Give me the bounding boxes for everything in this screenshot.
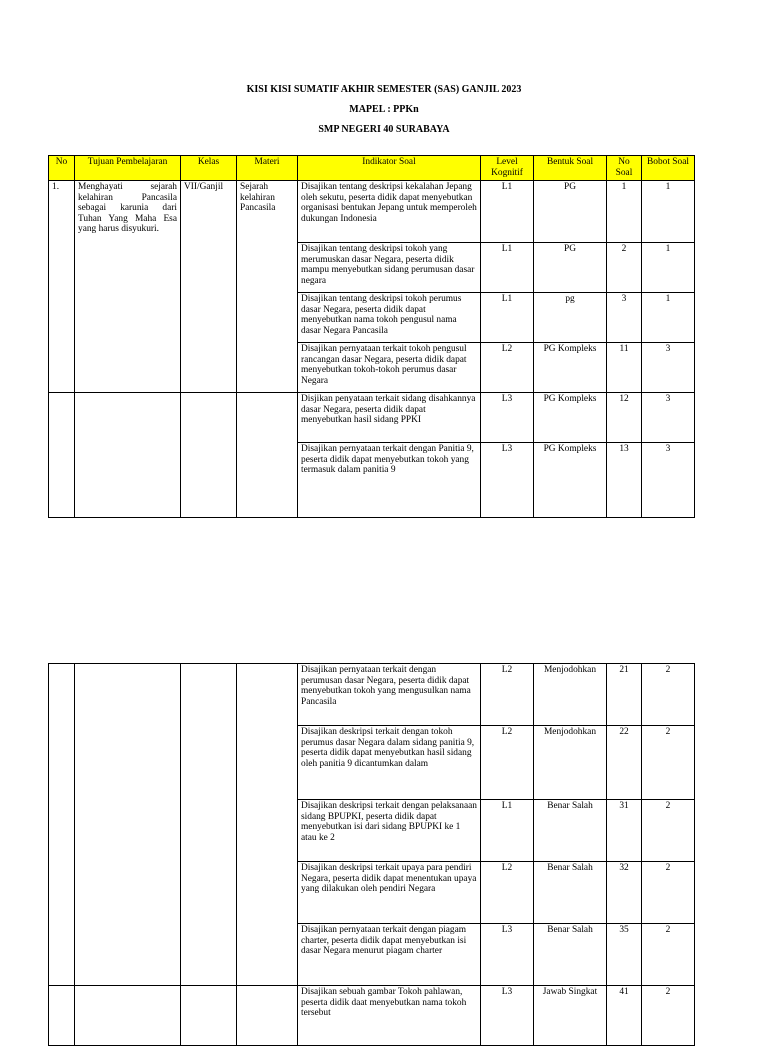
cell-kelas-empty (181, 664, 237, 986)
cell-bentuk: Benar Salah (534, 924, 607, 986)
col-header-no: No (49, 156, 75, 181)
cell-tujuan-empty (75, 393, 181, 518)
table-row (49, 664, 695, 726)
cell-no-soal: 13 (607, 443, 642, 518)
cell-bentuk: Jawab Singkat (534, 986, 607, 1046)
cell-tujuan-empty (75, 664, 181, 986)
cell-no-soal: 2 (607, 243, 642, 293)
cell-kelas: VII/Ganjil (181, 181, 237, 393)
cell-tujuan-empty (75, 986, 181, 1046)
cell-no-soal: 1 (607, 181, 642, 243)
cell-bobot: 2 (642, 800, 695, 862)
cell-bentuk: PG Kompleks (534, 443, 607, 518)
cell-bobot: 2 (642, 726, 695, 800)
cell-bentuk: Menjodohkan (534, 664, 607, 726)
cell-level: L3 (481, 986, 534, 1046)
cell-level: L1 (481, 243, 534, 293)
cell-no: 1. (49, 181, 75, 393)
table-row (49, 181, 695, 243)
cell-indikator: Disajikan pernyataan terkait dengan perumusan dasar Negara, peserta didik dapat menyebutkan tokoh yang mengusulkan nama Pancasila (298, 664, 481, 726)
table-header-row (49, 156, 695, 181)
cell-no-soal: 3 (607, 293, 642, 343)
cell-bentuk: PG (534, 243, 607, 293)
cell-no-soal: 21 (607, 664, 642, 726)
cell-no-soal: 41 (607, 986, 642, 1046)
cell-bobot: 3 (642, 393, 695, 443)
cell-level: L2 (481, 343, 534, 393)
cell-no-soal: 32 (607, 862, 642, 924)
table-row (49, 986, 695, 1046)
cell-no-soal: 11 (607, 343, 642, 393)
col-header-materi: Materi (237, 156, 298, 181)
cell-materi-empty (237, 664, 298, 986)
cell-indikator: Disajikan pernyataan terkait dengan Panitia 9, peserta didik dapat menyebutkan tokoh yang termasuk dalam panitia 9 (298, 443, 481, 518)
cell-level: L3 (481, 393, 534, 443)
cell-bobot: 2 (642, 862, 695, 924)
cell-materi-empty (237, 393, 298, 518)
cell-no-soal: 31 (607, 800, 642, 862)
cell-indikator: Disjikan penyataan terkait sidang disahkannya dasar Negara, peserta didik dapat menyebutkan hasil sidang PPKI (298, 393, 481, 443)
table-row (49, 393, 695, 443)
kisi-kisi-table-page1 (48, 155, 695, 518)
cell-bobot: 1 (642, 293, 695, 343)
cell-level: L3 (481, 924, 534, 986)
cell-materi-empty (237, 986, 298, 1046)
school-name: SMP NEGERI 40 SURABAYA (318, 124, 450, 135)
cell-indikator: Disajikan tentang deskripsi kekalahan Jepang oleh sekutu, peserta didik dapat menyebutkan organisasi bentukan Jepang untuk memperoleh dukungan Indonesia (298, 181, 481, 243)
cell-no-soal: 22 (607, 726, 642, 800)
cell-bobot: 3 (642, 443, 695, 518)
cell-indikator: Disajikan pernyataan terkait tokoh pengusul rancangan dasar Negara, peserta didik dapat menyebutkan tokoh-tokoh perumus dasar Negara (298, 343, 481, 393)
cell-indikator: Disajikan tentang deskripsi tokoh perumus dasar Negara, peserta didik dapat menyebutkan nama tokoh pengusul nama dasar Negara Pancasila (298, 293, 481, 343)
col-header-bobot: Bobot Soal (642, 156, 695, 181)
cell-level: L2 (481, 726, 534, 800)
cell-bentuk: PG Kompleks (534, 343, 607, 393)
col-header-kelas: Kelas (181, 156, 237, 181)
cell-indikator: Disajikan deskripsi terkait dengan pelaksanaan sidang BPUPKI, peserta didik dapat menyebutkan isi dari sidang BPUPKI ke 1 atau ke 2 (298, 800, 481, 862)
cell-indikator: Disajikan deskripsi terkait dengan tokoh perumus dasar Negara dalam sidang panitia 9, peserta didik dapat menyebutkan hasil sidang oleh panitia 9 dicantumkan dalam (298, 726, 481, 800)
kisi-kisi-table-page2 (48, 663, 695, 1046)
cell-level: L3 (481, 443, 534, 518)
cell-no-soal: 12 (607, 393, 642, 443)
cell-bobot: 2 (642, 986, 695, 1046)
cell-no-empty (49, 986, 75, 1046)
document-title: KISI KISI SUMATIF AKHIR SEMESTER (SAS) GANJIL 2023 (246, 84, 522, 95)
cell-level: L2 (481, 862, 534, 924)
cell-level: L1 (481, 800, 534, 862)
cell-bentuk: Benar Salah (534, 862, 607, 924)
cell-bobot: 2 (642, 924, 695, 986)
cell-bobot: 1 (642, 243, 695, 293)
cell-materi: Sejarah kelahiran Pancasila (237, 181, 298, 393)
cell-kelas-empty (181, 393, 237, 518)
cell-kelas-empty (181, 986, 237, 1046)
cell-bobot: 3 (642, 343, 695, 393)
col-header-level: Level Kognitif (481, 156, 534, 181)
cell-level: L2 (481, 664, 534, 726)
col-header-bentuk: Bentuk Soal (534, 156, 607, 181)
cell-level: L1 (481, 293, 534, 343)
cell-bobot: 1 (642, 181, 695, 243)
cell-bentuk: Benar Salah (534, 800, 607, 862)
cell-indikator: Disajikan pernyataan terkait dengan piagam charter, peserta didik dapat menyebutkan isi dasar Negara menurut piagam charter (298, 924, 481, 986)
col-header-tujuan: Tujuan Pembelajaran (75, 156, 181, 181)
cell-no-empty (49, 664, 75, 986)
cell-indikator: Disajikan deskripsi terkait upaya para pendiri Negara, peserta didik dapat menentukan upaya yang dilakukan oleh pendiri Negara (298, 862, 481, 924)
cell-indikator: Disajikan sebuah gambar Tokoh pahlawan, peserta didik daat menyebutkan nama tokoh tersebut (298, 986, 481, 1046)
subject-label: MAPEL : PPKn (349, 104, 419, 115)
cell-level: L1 (481, 181, 534, 243)
cell-tujuan: Menghayati sejarah kelahiran Pancasila sebagai karunia dari Tuhan Yang Maha Esa yang harus disyukuri. (75, 181, 181, 393)
col-header-indikator: Indikator Soal (298, 156, 481, 181)
cell-no-soal: 35 (607, 924, 642, 986)
cell-bentuk: pg (534, 293, 607, 343)
cell-bentuk: PG (534, 181, 607, 243)
cell-indikator: Disajikan tentang deskripsi tokoh yang merumuskan dasar Negara, peserta didik mampu menyebutkan sidang perumusan dasar negara (298, 243, 481, 293)
cell-bentuk: Menjodohkan (534, 726, 607, 800)
cell-bentuk: PG Kompleks (534, 393, 607, 443)
col-header-no-soal: No Soal (607, 156, 642, 181)
cell-bobot: 2 (642, 664, 695, 726)
cell-no-empty (49, 393, 75, 518)
